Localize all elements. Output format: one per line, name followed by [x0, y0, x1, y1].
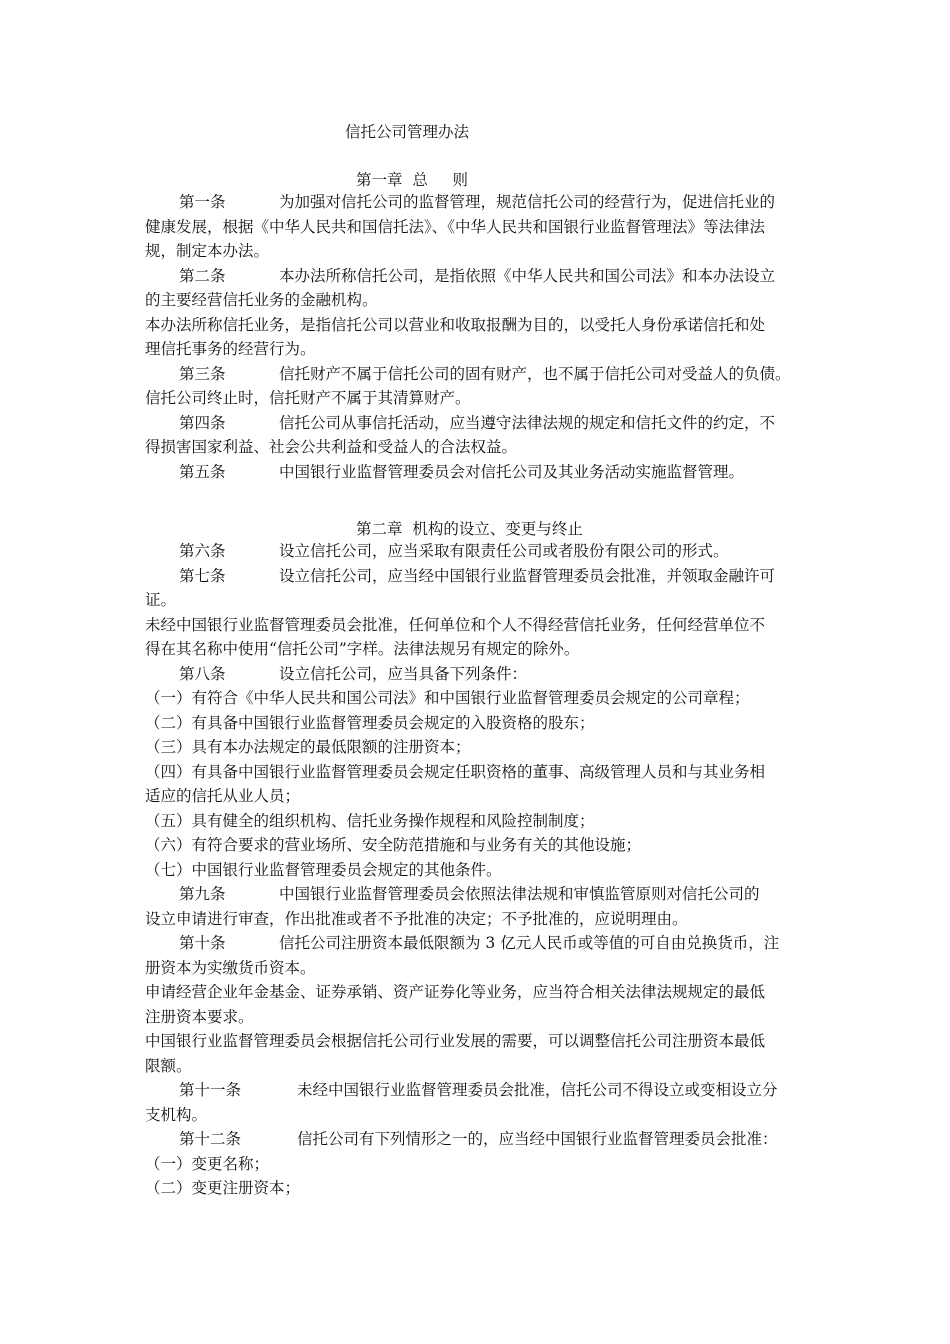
line-text: 注册资本要求。 [145, 1007, 254, 1026]
document-line [145, 760, 810, 785]
line-text: （二）有具备中国银行业监督管理委员会规定的入股资格的股东； [145, 713, 595, 732]
chapter-1-body [145, 190, 810, 484]
document-line [145, 539, 810, 564]
line-text: 册资本为实缴货币资本。 [145, 958, 316, 977]
line-text: 设立信托公司，应当经中国银行业监督管理委员会批准，并领取金融许可 [279, 566, 776, 585]
document-line [145, 833, 810, 858]
line-text: 未经中国银行业监督管理委员会批准，信托公司不得设立或变相设立分 [297, 1081, 778, 1099]
document-line [145, 1127, 810, 1152]
line-text: （二）变更注册资本； [145, 1179, 301, 1197]
document-line [145, 956, 810, 981]
document-line [145, 858, 810, 883]
document-line [145, 1176, 810, 1201]
line-text: 信托公司有下列情形之一的，应当经中国银行业监督管理委员会批准： [297, 1130, 778, 1148]
line-text: 证。 [145, 591, 177, 609]
line-text: 本办法所称信托公司，是指依照《中华人民共和国公司法》和本办法设立 [279, 266, 776, 285]
article-number: 第七条 [179, 566, 226, 585]
line-text: （五）具有健全的组织机构、信托业务操作规程和风险控制制度； [145, 811, 595, 830]
line-text: （六）有符合要求的营业场所、安全防范措施和与业务有关的其他设施； [145, 836, 642, 854]
document-title: 信托公司管理办法 [345, 123, 470, 141]
line-text: 支机构。 [145, 1105, 208, 1124]
document-line [145, 662, 810, 687]
document-line [145, 784, 810, 809]
document-line [145, 435, 810, 460]
chapter-2-body [145, 539, 810, 1201]
line-text: 信托财产不属于信托公司的固有财产，也不属于信托公司对受益人的负债。 [279, 364, 791, 383]
document-line [145, 882, 810, 907]
document-line [145, 337, 810, 362]
line-text: 申请经营企业年金基金、证券承销、资产证券化等业务，应当符合相关法律法规规定的最低 [145, 983, 766, 1001]
document-line [145, 362, 810, 387]
line-text: 规，制定本办法。 [145, 242, 270, 260]
line-text: 限额。 [145, 1056, 192, 1075]
article-number: 第八条 [179, 664, 226, 683]
line-text: 中国银行业监督管理委员会依照法律法规和审慎监管原则对信托公司的 [279, 885, 760, 903]
document-line [145, 1103, 810, 1128]
document-line [145, 735, 810, 760]
document-line [145, 613, 810, 638]
document-line [145, 215, 810, 240]
line-text: 适应的信托从业人员； [145, 787, 301, 805]
document-line [145, 1152, 810, 1177]
line-text: 健康发展，根据《中华人民共和国信托法》、《中华人民共和国银行业监督管理法》等法律法 [145, 217, 766, 236]
line-text: 设立信托公司，应当具备下列条件： [279, 664, 528, 683]
document-line [145, 809, 810, 834]
line-text: 理信托事务的经营行为。 [145, 340, 316, 358]
article-number: 第十二条 [179, 1130, 242, 1148]
article-number: 第四条 [179, 413, 226, 432]
chapter-heading: 第一章 总 则 [356, 171, 468, 189]
document-line [145, 711, 810, 736]
line-text: 中国银行业监督管理委员会根据信托公司行业发展的需要，可以调整信托公司注册资本最低 [145, 1032, 766, 1050]
line-text: 本办法所称信托业务，是指信托公司以营业和收取报酬为目的，以受托人身份承诺信托和处 [145, 315, 766, 334]
line-text: （一）变更名称； [145, 1154, 270, 1173]
article-number: 第六条 [179, 542, 226, 560]
document-line [145, 980, 810, 1005]
line-text: 的主要经营信托业务的金融机构。 [145, 291, 378, 309]
line-text: 设立信托公司，应当采取有限责任公司或者股份有限公司的形式。 [279, 542, 729, 560]
document-line [145, 564, 810, 589]
document-line [145, 288, 810, 313]
document-line [145, 686, 810, 711]
line-text: 信托公司从事信托活动，应当遵守法律法规的规定和信托文件的约定，不 [279, 413, 776, 432]
line-text: 中国银行业监督管理委员会对信托公司及其业务活动实施监督管理。 [279, 462, 745, 481]
line-text: 设立申请进行审查，作出批准或者不予批准的决定；不予批准的，应说明理由。 [145, 909, 688, 928]
document-line [145, 1054, 810, 1079]
document-line [145, 637, 810, 662]
line-text: 信托公司注册资本最低限额为 3 亿元人民币或等值的可自由兑换货币，注 [279, 934, 780, 952]
article-number: 第十一条 [179, 1081, 242, 1099]
document-line [145, 588, 810, 613]
document-line [145, 190, 810, 215]
document-line [145, 264, 810, 289]
line-text: 得损害国家利益、社会公共利益和受益人的合法权益。 [145, 438, 518, 456]
line-text: （七）中国银行业监督管理委员会规定的其他条件。 [145, 860, 502, 879]
document-line [145, 460, 810, 485]
line-text: （一）有符合《中华人民共和国公司法》和中国银行业监督管理委员会规定的公司章程； [145, 689, 750, 707]
article-number: 第二条 [179, 266, 226, 285]
chapter-heading: 第二章 机构的设立、变更与终止 [356, 520, 583, 538]
document-line [145, 907, 810, 932]
line-text: 为加强对信托公司的监督管理，规范信托公司的经营行为，促进信托业的 [279, 193, 776, 211]
article-number: 第一条 [179, 193, 226, 211]
article-number: 第三条 [179, 364, 226, 383]
line-text: （三）具有本办法规定的最低限额的注册资本； [145, 738, 471, 756]
document-line [145, 1005, 810, 1030]
document-line [145, 1029, 810, 1054]
document-line [145, 1078, 810, 1103]
document-line [145, 239, 810, 264]
document-line [145, 931, 810, 956]
line-text: （四）有具备中国银行业监督管理委员会规定任职资格的董事、高级管理人员和与其业务相 [145, 762, 766, 781]
article-number: 第九条 [179, 885, 226, 903]
document-line [145, 313, 810, 338]
article-number: 第十条 [179, 934, 226, 952]
article-number: 第五条 [179, 462, 226, 481]
document-line [145, 386, 810, 411]
line-text: 未经中国银行业监督管理委员会批准，任何单位和个人不得经营信托业务，任何经营单位不 [145, 615, 766, 634]
line-text: 得在其名称中使用“信托公司”字样。法律法规另有规定的除外。 [145, 640, 580, 658]
line-text: 信托公司终止时，信托财产不属于其清算财产。 [145, 389, 471, 407]
document-line [145, 411, 810, 436]
